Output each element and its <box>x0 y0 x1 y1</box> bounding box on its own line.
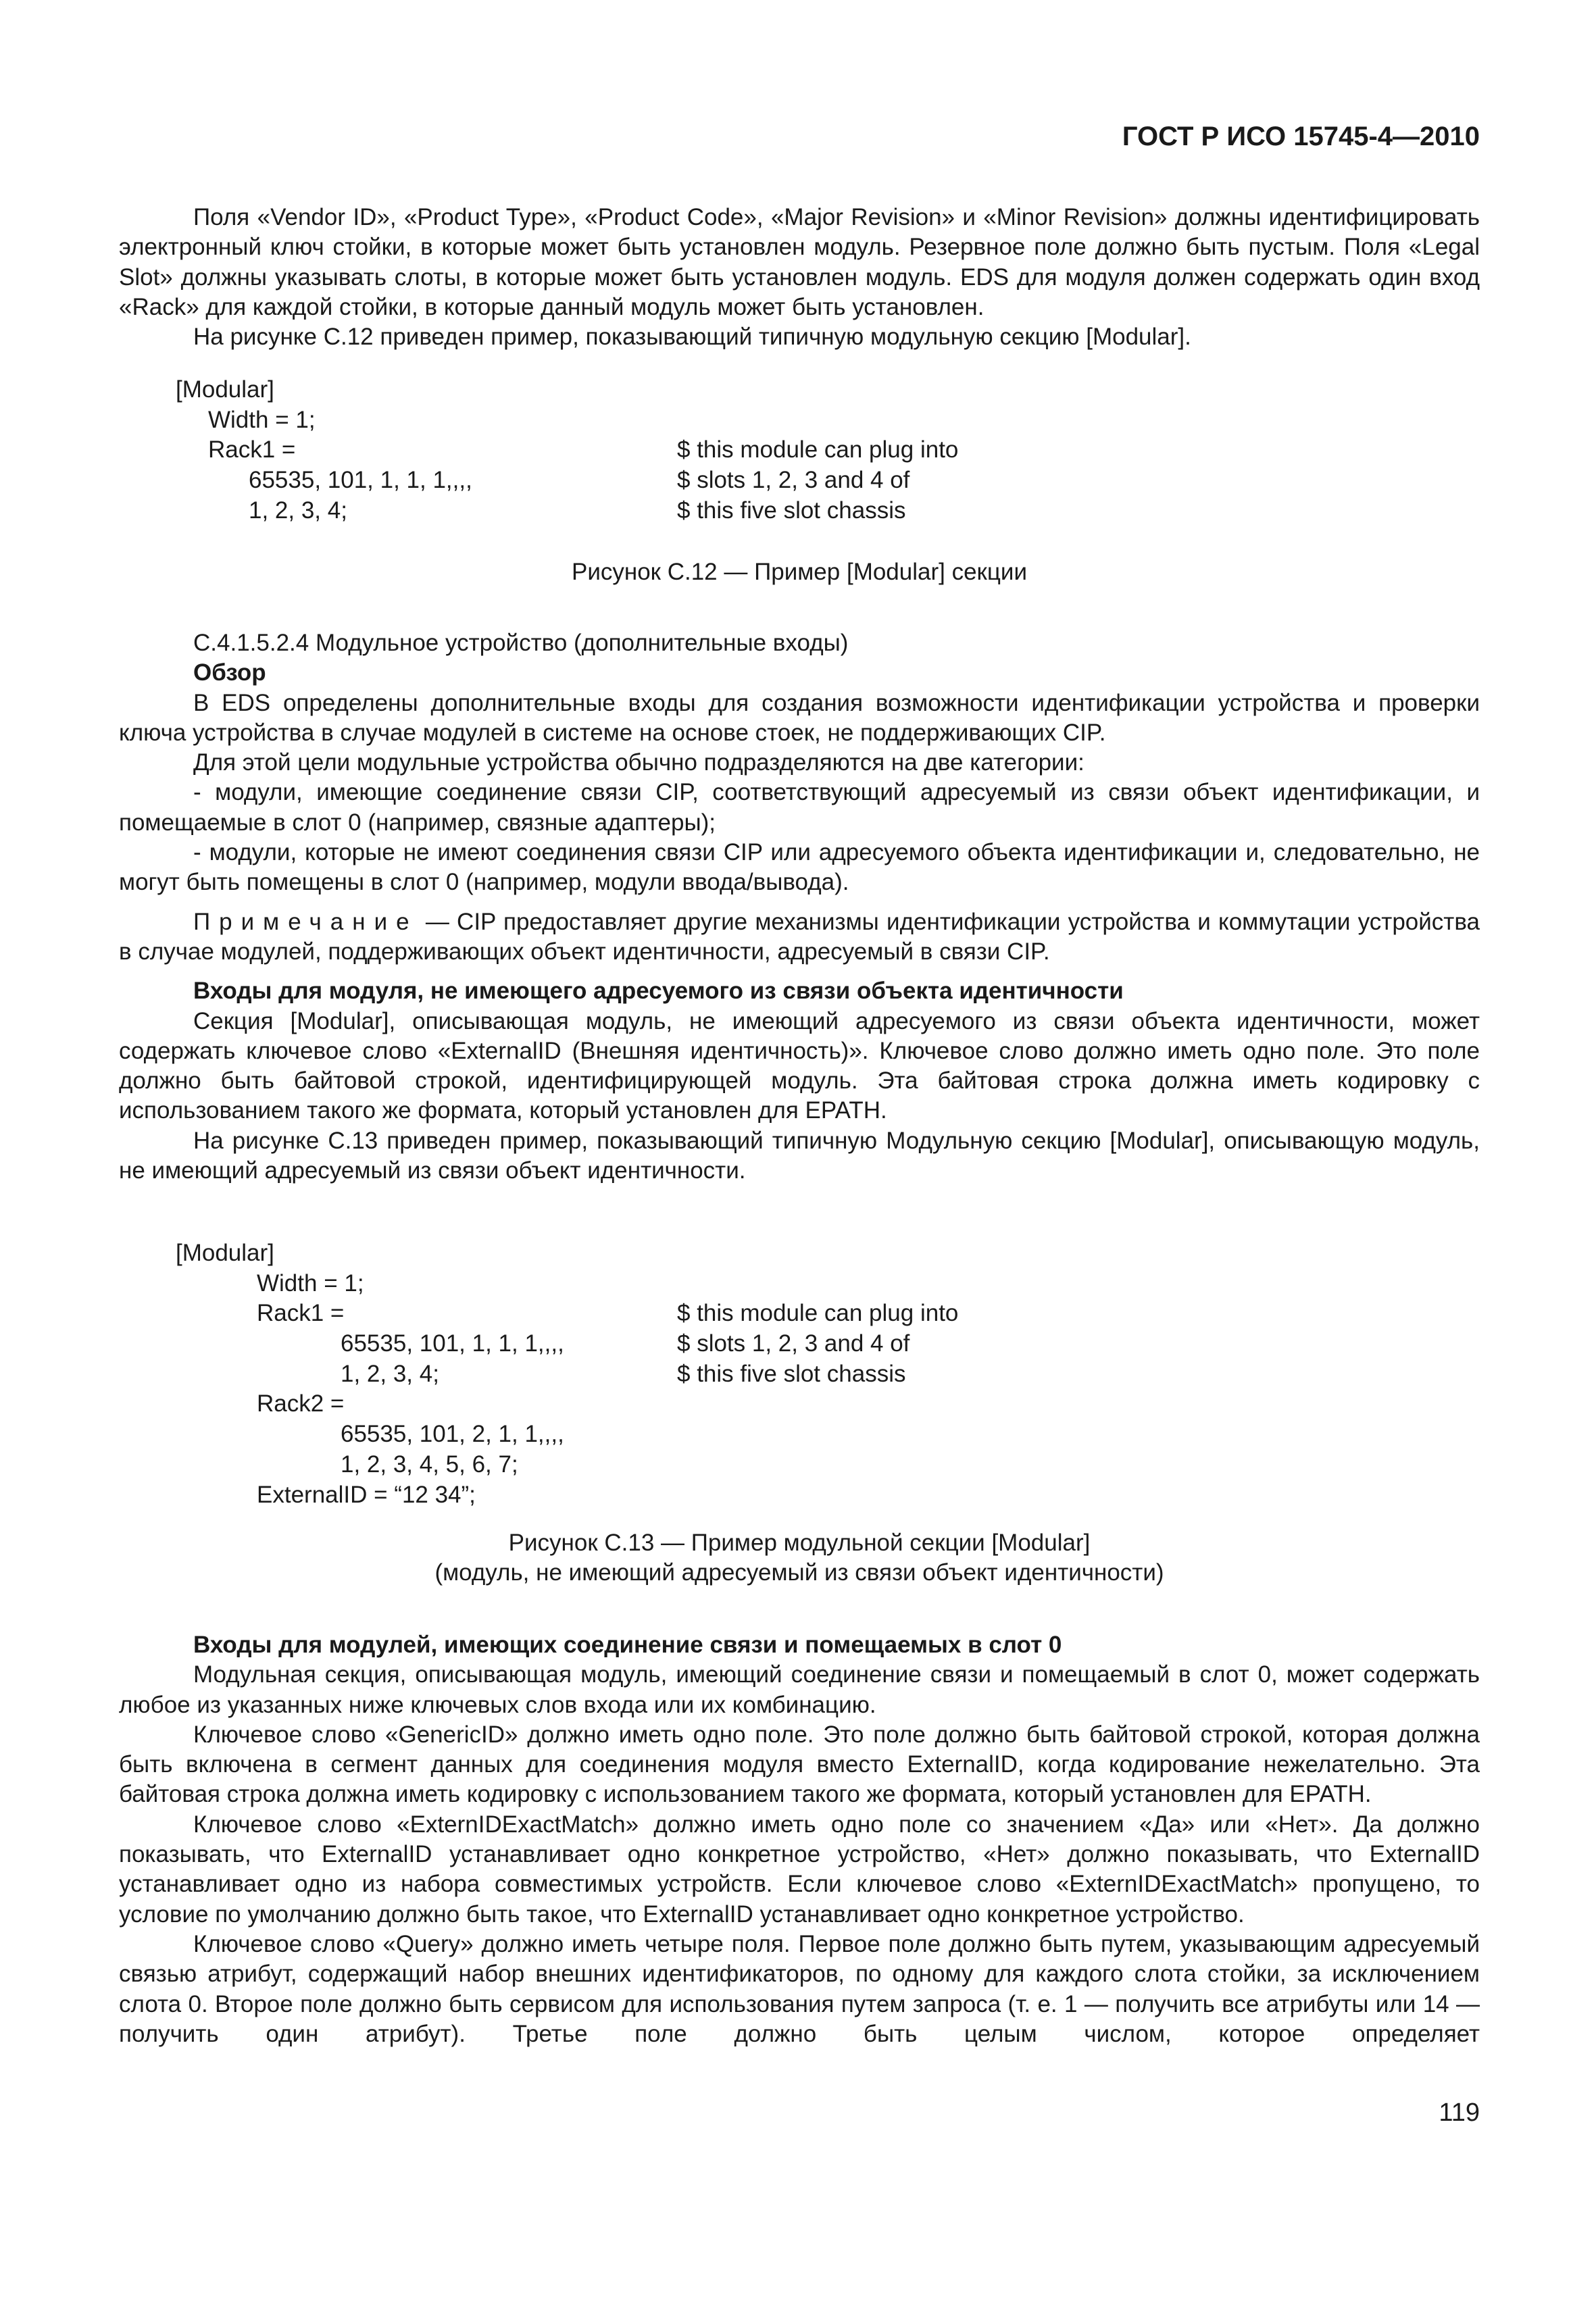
subsection-paragraph: На рисунке С.13 приведен пример, показывающий типичную Модульную секцию [Modular], описывающую модуль, не имеющий адресуемый из связи объект идентичности. <box>119 1127 1480 1184</box>
code-comment: $ slots 1, 2, 3 and 4 of <box>677 1330 910 1357</box>
subsection-paragraph: Ключевое слово «GenericID» должно иметь одно поле. Это поле должно быть байтовой строкой, которая должна быть включена в сегмент данных для соединения модуля вместо ExternalID, когда кодирование нежелательно. Эта байтовая строка должна иметь кодировку с использованием такого же формата, который установлен для EPATH. <box>119 1721 1480 1808</box>
code-line: Width = 1; <box>208 406 316 433</box>
intro-paragraph: Поля «Vendor ID», «Product Type», «Product Code», «Major Revision» и «Minor Revision» должны идентифицировать электронный ключ стойки, в которые может быть установлен модуль. Резервное поле должно быть пустым. Поля «Legal Slot» должны указывать слоты, в которые может быть установлен модуль. EDS для модуля должен содержать один вход «Rack» для каждой стойки, в которые данный модуль может быть установлен. <box>119 204 1480 320</box>
code-comment: $ this five slot chassis <box>677 1360 906 1387</box>
code-line: 65535, 101, 1, 1, 1,,,, <box>249 467 472 494</box>
code-line: 65535, 101, 1, 1, 1,,,, <box>341 1330 564 1357</box>
intro-block <box>119 203 1480 352</box>
figure-caption-c13 <box>119 1528 1480 1588</box>
list-item: - модули, которые не имеют соединения связи CIP или адресуемого объекта идентификации и, следовательно, не могут быть помещены в слот 0 (например, модули ввода/вывода). <box>119 839 1480 896</box>
subsection-title: Входы для модуля, не имеющего адресуемого из связи объекта идентичности <box>193 978 1124 1005</box>
code-listing-c12 <box>119 375 1480 526</box>
subsection-paragraph: Модульная секция, описывающая модуль, имеющий соединение связи и помещаемый в слот 0, может содержать любое из указанных ниже ключевых слов входа или их комбинацию. <box>119 1661 1480 1718</box>
code-line: 1, 2, 3, 4; <box>341 1360 439 1387</box>
note-label: Примечание <box>193 908 418 935</box>
code-comment: $ slots 1, 2, 3 and 4 of <box>677 467 910 494</box>
figure-caption-c12: Рисунок С.12 — Пример [Modular] секции <box>571 559 1028 585</box>
section-paragraph: Для этой цели модульные устройства обычно подразделяются на две категории: <box>193 749 1084 776</box>
code-line: 1, 2, 3, 4, 5, 6, 7; <box>341 1451 518 1478</box>
subsection-paragraph: Ключевое слово «ExternIDExactMatch» должно иметь одно поле со значением «Да» или «Нет». Да должно показывать, что ExternalID устанавливает одно конкретное устройство, «Нет» должно показывать, что ExternalID устанавливает одно из набора совместимых устройств. Если ключевое слово «ExternIDExactMatch» пропущено, то условие по умолчанию должно быть такое, что ExternalID устанавливает одно конкретное устройство. <box>119 1811 1480 1928</box>
intro-paragraph-figure-ref: На рисунке С.12 приведен пример, показывающий типичную модульную секцию [Modular]. <box>193 324 1191 351</box>
code-line: Rack1 = <box>208 436 296 463</box>
code-listing-c13 <box>119 1238 1480 1510</box>
section-overview-heading: Обзор <box>193 659 266 686</box>
code-line: [Modular] <box>176 1240 274 1266</box>
figure-caption-line: Рисунок С.13 — Пример модульной секции [Modular] <box>508 1530 1091 1556</box>
note-paragraph <box>119 907 1480 967</box>
subsection-title: Входы для модулей, имеющих соединение связи и помещаемых в слот 0 <box>193 1632 1062 1658</box>
document-header: ГОСТ Р ИСО 15745-4—2010 <box>1122 122 1480 151</box>
section-paragraph: В EDS определены дополнительные входы для создания возможности идентификации устройства и проверки ключа устройства в случае модулей в системе на основе стоек, не поддерживающих CIP. <box>119 689 1480 746</box>
page-number: 119 <box>1439 2098 1480 2127</box>
subsection-block <box>119 1630 1480 2049</box>
section-block <box>119 628 1480 1186</box>
code-comment: $ this five slot chassis <box>677 497 906 524</box>
figure-caption-line: (модуль, не имеющий адресуемый из связи объект идентичности) <box>434 1559 1164 1586</box>
code-line: [Modular] <box>176 376 274 403</box>
code-line: 65535, 101, 2, 1, 1,,,, <box>341 1421 564 1448</box>
code-line: ExternalID = “12 34”; <box>257 1481 476 1508</box>
subsection-paragraph: Секция [Modular], описывающая модуль, не имеющий адресуемого из связи объекта идентичности, может содержать ключевое слово «ExternalID (Внешняя идентичность)». Ключевое слово должно иметь одно поле. Это поле должно быть байтовой строкой, идентифицирующей модуль. Эта байтовая строка должна иметь кодировку с использованием такого же формата, который установлен для EPATH. <box>119 1007 1480 1124</box>
code-line: 1, 2, 3, 4; <box>249 497 347 524</box>
section-heading: С.4.1.5.2.4 Модульное устройство (дополнительные входы) <box>193 630 849 656</box>
code-comment: $ this module can plug into <box>677 436 959 463</box>
code-line: Rack1 = <box>257 1300 345 1327</box>
subsection-paragraph: Ключевое слово «Query» должно иметь четыре поля. Первое поле должно быть путем, указывающим адресуемый связью атрибут, содержащий набор внешних идентификаторов, по одному для каждого слота стойки, за исключением слота 0. Второе поле должно быть сервисом для использования путем запроса (т. е. 1 — получить все атрибуты или 14 — получить один атрибут). Третье поле должно быть целым числом, которое определяет <box>119 1930 1480 2047</box>
note-text: — CIP предоставляет другие механизмы идентификации устройства и коммутации устройства в случае модулей, поддерживающих объект идентичности, адресуемый в связи CIP. <box>119 908 1480 965</box>
code-line: Rack2 = <box>257 1390 345 1417</box>
code-line: Width = 1; <box>257 1269 364 1297</box>
list-item: - модули, имеющие соединение связи CIP, соответствующий адресуемый из связи объект идентификации, и помещаемые в слот 0 (например, связные адаптеры); <box>119 779 1480 836</box>
code-comment: $ this module can plug into <box>677 1300 959 1327</box>
